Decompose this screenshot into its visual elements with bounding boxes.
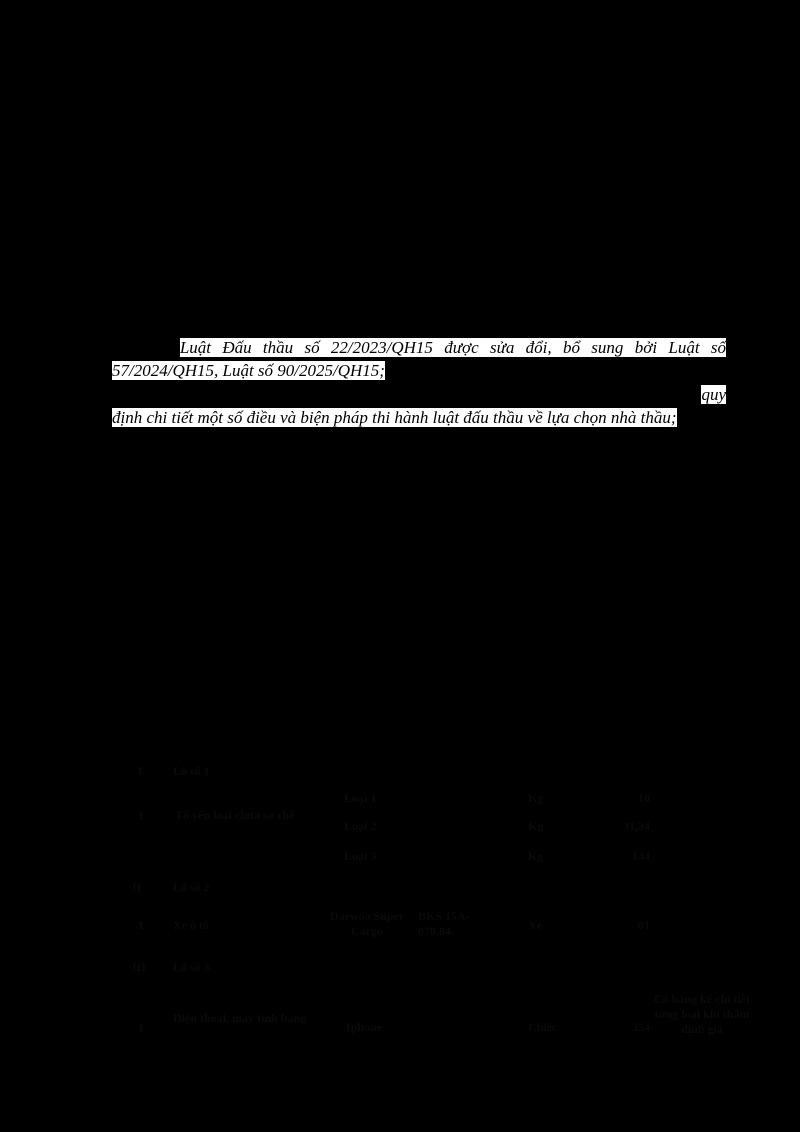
table-row-stt: 1 [138,1020,144,1034]
item-qty: 144 [632,849,650,863]
lot-heading: Lô số 1 [173,764,210,778]
table-row-stt: 1 [138,918,144,932]
redacted-prefix: Căn cứ Nghị định số 214/2025/NĐ-CP ngày 04 tháng 8 năm 2025 của Chính phủ [112,385,702,404]
item-plate: BKS 15A-070.84 [418,909,470,938]
item-unit: Kg [528,849,544,863]
legal-basis-paragraph-1 [112,336,726,382]
paragraph-text: Luật Đấu thầu số 22/2023/QH15 được sửa đổi, bổ sung bởi Luật số 57/2024/QH15, Luật số 90/2025/QH15; [112,338,726,380]
item-unit: Kg [528,819,544,833]
item-qty: 10 [638,791,650,805]
table-row-stt: III [132,960,147,974]
item-note: Có bảng kê chi tiết từng loại khi thẩm định giá [654,992,750,1036]
item-unit: Chiếc [528,1020,558,1034]
lot-heading: Lô số 3 [173,960,210,974]
item-qty: 31,34 [623,819,650,833]
item-qty: 354 [632,1020,650,1034]
item-brand: Iphone [346,1020,383,1034]
table-row-stt: 1 [138,808,144,822]
redacted-prefix: Căn cứ [112,338,180,357]
item-name: Tổ yến loại chưa sơ chế [175,808,295,822]
item-unit: Kg [528,791,544,805]
table-row-stt: I [138,764,143,778]
item-spec: Loại 3 [344,849,377,863]
item-qty: 01 [638,918,650,932]
lot-heading: Lô số 2 [173,880,210,894]
table-row-stt: II [132,880,142,894]
item-spec: Loại 1 [344,791,377,805]
legal-basis-paragraph-2 [112,383,726,429]
paragraph-text: quy định chi tiết một số điều và biện pháp thi hành luật đấu thầu về lựa chọn nhà thầu; [112,385,726,427]
item-unit: Xe [528,918,542,932]
item-name: Điện thoại, máy tính bảng [173,1011,307,1025]
item-name: Xe ô tô [173,918,209,932]
item-brand: Daewoo Super Cargo [329,909,405,938]
item-spec: Loại 2 [344,819,377,833]
